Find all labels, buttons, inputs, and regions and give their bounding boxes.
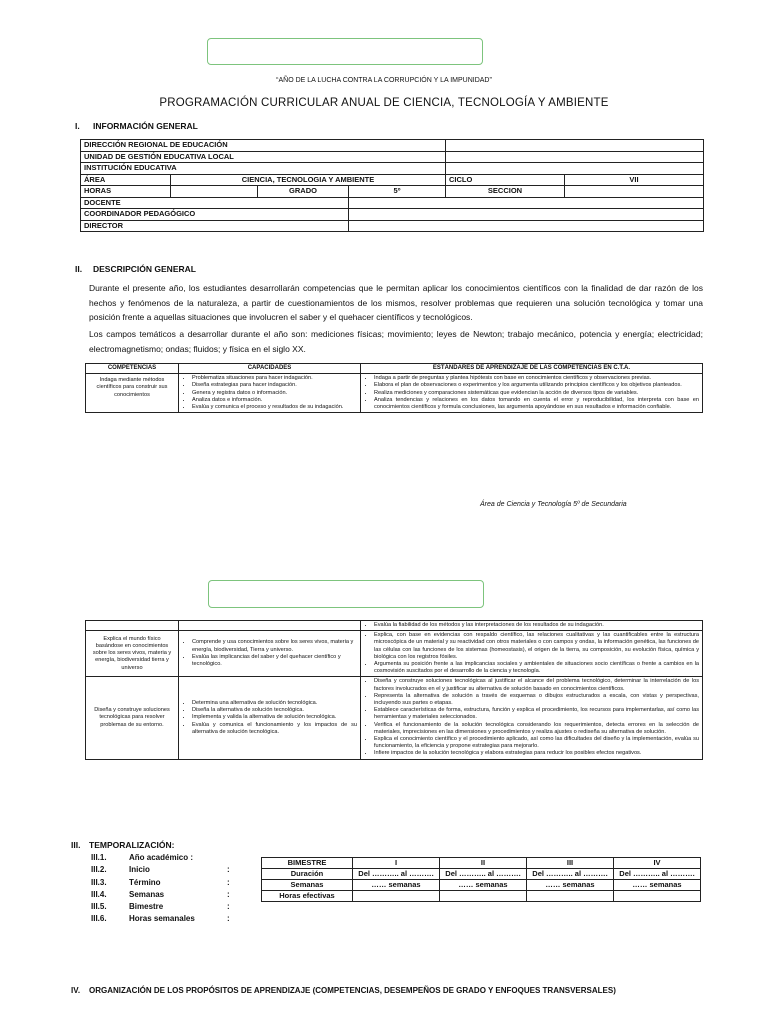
section-2-number: II. [75, 264, 83, 274]
empty-cell [86, 621, 179, 631]
capacidades-cell [179, 631, 361, 677]
item-label: Horas semanales [129, 914, 195, 924]
item-number: III.6. [91, 914, 107, 924]
area-value: CIENCIA, TECNOLOGIA Y AMBIENTE [171, 174, 446, 186]
table-row [81, 197, 704, 209]
ie-value[interactable] [446, 163, 704, 175]
list-item: • Diseña y construye soluciones tecnológicas al justificar el alcance del problema tecnológico, determinar la interrelación de los factores involucrados en el y justificar su alternativa de solución basado en conocimientos científicos. [374, 678, 699, 692]
header-bimestre: BIMESTRE [262, 858, 353, 869]
list-item: • Infiere impactos de la solución tecnológica y elabora estrategias para reducir los posibles efectos negativos. [374, 750, 699, 757]
dre-label: DIRECCIÓN REGIONAL DE EDUCACIÓN [81, 140, 446, 152]
grado-value: 5º [349, 186, 446, 198]
estandares-cell [361, 621, 703, 631]
header-bim-2: II [440, 858, 527, 869]
ugel-value[interactable] [446, 151, 704, 163]
motto: “AÑO DE LA LUCHA CONTRA LA CORRUPCIÓN Y LA IMPUNIDAD” [276, 77, 492, 84]
item-number: III.3. [91, 877, 107, 887]
duracion-4[interactable]: Del ……….. al ………. [614, 869, 701, 880]
header-box-page-2 [208, 580, 484, 608]
director-value[interactable] [349, 220, 704, 232]
duracion-2[interactable]: Del ……….. al ………. [440, 869, 527, 880]
list-item: • Explica, con base en evidencias con respaldo científico, las relaciones cualitativas y las cuantificables entre la estructura microscópica de un material y su reactividad con otros materiales o con campos y ondas, la información genética, las funciones de las células con las funciones de los sistemas (homeostasis), el origen de la tierra, su composición, su evolución física, química y biológica con los registros fósiles. [374, 632, 699, 661]
docente-value[interactable] [349, 197, 704, 209]
list-item: • Evalúa y comunica el funcionamiento y los impactos de su alternativa de solución tecnológica. [192, 722, 357, 736]
grado-label: GRADO [258, 186, 349, 198]
section-4-heading [71, 986, 616, 995]
list-item: • Genera y registra datos o información. [192, 390, 357, 397]
table-row [86, 631, 703, 677]
section-3-heading [71, 840, 174, 850]
table-row [81, 151, 704, 163]
dre-value[interactable] [446, 140, 704, 152]
list-item [91, 890, 241, 902]
director-label: DIRECTOR [81, 220, 349, 232]
item-label: Semanas [129, 889, 165, 899]
list-item: • Verifica el funcionamiento de la solución tecnológica considerando los requerimientos, detecta errores en la selección de materiales, imprecisiones en las dimensiones y procedimientos y realiza ajustes o rediseña su alternativa de solución. [374, 722, 699, 736]
horas-label: HORAS [81, 186, 171, 198]
horas-3[interactable] [527, 891, 614, 902]
seccion-value[interactable] [565, 186, 704, 198]
table-row [262, 869, 701, 880]
list-item: • Problematiza situaciones para hacer indagación. [192, 375, 357, 382]
table-row [262, 891, 701, 902]
capacidades-cell [179, 677, 361, 759]
list-item [91, 878, 241, 890]
table-row [262, 880, 701, 891]
list-item [91, 914, 241, 926]
horas-1[interactable] [353, 891, 440, 902]
table-row [81, 163, 704, 175]
duracion-3[interactable]: Del ……….. al ………. [527, 869, 614, 880]
ie-label: INSTITUCIÓN EDUCATIVA [81, 163, 446, 175]
semanas-1[interactable]: …… semanas [353, 880, 440, 891]
list-item: • Explica el conocimiento científico y el procedimiento aplicado, así como las dificultades del diseño y la implementación, evalúa su funcionamiento, la eficiencia y propone estrategias para mejorarlo. [374, 736, 699, 750]
list-item [91, 853, 241, 865]
row-label-horas: Horas efectivas [262, 891, 353, 902]
semanas-3[interactable]: …… semanas [527, 880, 614, 891]
info-table [80, 139, 704, 232]
header-competencias: COMPETENCIAS [86, 364, 179, 374]
bimestre-table [261, 857, 701, 902]
semanas-2[interactable]: …… semanas [440, 880, 527, 891]
item-number: III.5. [91, 902, 107, 912]
semanas-4[interactable]: …… semanas [614, 880, 701, 891]
list-item: • Evalúa la fiabilidad de los métodos y las interpretaciones de los resultados de su indagación. [374, 622, 699, 629]
ciclo-value: VII [565, 174, 704, 186]
competencia-indaga: Indaga mediante métodos científicos para construir sus conocimientos [86, 374, 179, 413]
row-label-duracion: Duración [262, 869, 353, 880]
horas-2[interactable] [440, 891, 527, 902]
competencias-table [85, 363, 703, 413]
area-footer: Área de Ciencia y Tecnología 5º de Secundaria [480, 501, 627, 508]
header-capacidades: CAPACIDADES [179, 364, 361, 374]
item-number: III.1. [91, 853, 107, 862]
table-row [81, 209, 704, 221]
estandares-cell [361, 374, 703, 413]
table-row [86, 621, 703, 631]
horas-value[interactable] [171, 186, 258, 198]
item-label: Bimestre [129, 902, 164, 912]
list-item: • Elabora el plan de observaciones o experimentos y los argumenta utilizando principios científicos y los objetivos planteados. [374, 382, 699, 389]
table-row [81, 140, 704, 152]
header-estandares: ESTÁNDARES DE APRENDIZAJE DE LAS COMPETENCIAS EN C.T.A. [361, 364, 703, 374]
ugel-label: UNIDAD DE GESTIÓN EDUCATIVA LOCAL [81, 151, 446, 163]
section-1-heading [75, 121, 198, 131]
competencias-table-continued [85, 620, 703, 760]
area-label: ÁREA [81, 174, 171, 186]
ciclo-label: CICLO [446, 174, 565, 186]
item-number: III.4. [91, 889, 107, 899]
item-number: III.2. [91, 865, 107, 875]
list-item: • Indaga a partir de preguntas y plantea hipótesis con base en conocimientos científicos y observaciones previas. [374, 375, 699, 382]
header-bim-1: I [353, 858, 440, 869]
list-item: • Determina una alternativa de solución tecnológica. [192, 700, 357, 707]
item-label: Inicio [129, 865, 150, 875]
item-label: Término [129, 877, 161, 887]
description-paragraph-2: Los campos temáticos a desarrollar durante el año son: mediciones físicas; movimiento; leyes de Newton; trabajo mecánico, potencia y energía; electricidad; electromagnetismo; ondas; fluidos; y física en el siglo XX. [89, 329, 703, 354]
item-colon: : [227, 902, 230, 912]
estandares-cell [361, 677, 703, 759]
competencia-disena: Diseña y construye soluciones tecnológicas para resolver problemas de su entorno. [86, 677, 179, 759]
list-item: • Diseña estrategias para hacer indagación. [192, 382, 357, 389]
seccion-label: SECCION [446, 186, 565, 198]
list-item: • Argumenta su posición frente a las implicancias sociales y ambientales de situaciones socio científicas o frente a cambios en la cosmovisión suscitados por el desarrollo de la ciencia y tecnología. [374, 661, 699, 675]
section-3-title: TEMPORALIZACIÓN: [89, 840, 175, 850]
table-row [86, 374, 703, 413]
list-item: • Evalúa las implicancias del saber y del quehacer científico y tecnológico. [192, 654, 357, 668]
estandares-cell [361, 631, 703, 677]
section-2-heading [75, 264, 196, 274]
coordinador-label: COORDINADOR PEDAGÓGICO [81, 209, 349, 221]
list-item: • Realiza mediciones y comparaciones sistemáticas que evidencian la acción de diversos tipos de variables. [374, 390, 699, 397]
page-title: PROGRAMACIÓN CURRICULAR ANUAL DE CIENCIA, TECNOLOGÍA Y AMBIENTE [159, 97, 609, 109]
description-paragraph-1: Durante el presente año, los estudiantes desarrollarán competencias que le permitan aplicar los conocimientos científicos con la finalidad de dar razón de los hechos y fenómenos de la naturaleza, a partir de cuestionamientos de los mismos, resolver problemas que requieren una solución tecnológica y tomar una posición frente a aquellas situaciones que involucren el saber y el quehacer científicos y tecnológicos. [89, 283, 703, 322]
section-4-number: IV. [71, 986, 81, 995]
header-box [207, 38, 483, 65]
item-colon: : [227, 889, 230, 899]
competencia-explica: Explica el mundo físico basándose en conocimientos sobre los seres vivos, materia y energía, biodiversidad tierra y universo [86, 631, 179, 677]
horas-4[interactable] [614, 891, 701, 902]
table-row [81, 174, 704, 186]
list-item [91, 902, 241, 914]
table-row [86, 677, 703, 759]
empty-cell [179, 621, 361, 631]
coordinador-value[interactable] [349, 209, 704, 221]
section-1-title: INFORMACIÓN GENERAL [93, 121, 198, 131]
item-label: Año académico : [129, 853, 194, 862]
row-label-semanas: Semanas [262, 880, 353, 891]
table-row [81, 220, 704, 232]
table-header-row [86, 364, 703, 374]
table-row [81, 186, 704, 198]
item-colon: : [227, 865, 230, 875]
section-3-number: III. [71, 840, 81, 850]
list-item: • Analiza tendencias y relaciones en los datos tomando en cuenta el error y reproducibilidad, los interpreta con base en conocimientos científicos y formula conclusiones, las argumenta apoyándose en sus resultados e información confiable. [374, 397, 699, 411]
list-item: • Establece características de forma, estructura, función y explica el procedimiento, los recursos para implementarlas, así como las herramientas y materiales seleccionados. [374, 707, 699, 721]
item-colon: : [227, 914, 230, 924]
list-item: • Comprende y usa conocimientos sobre los seres vivos, materia y energía, biodiversidad, Tierra y universo. [192, 639, 357, 653]
list-item: • Evalúa y comunica el proceso y resultados de su indagación. [192, 404, 357, 411]
header-bim-4: IV [614, 858, 701, 869]
list-item: • Diseña la alternativa de solución tecnológica. [192, 707, 357, 714]
docente-label: DOCENTE [81, 197, 349, 209]
list-item: • Implementa y valida la alternativa de solución tecnológica. [192, 714, 357, 721]
temporalizacion-list [91, 853, 241, 927]
list-item [91, 865, 241, 877]
header-bim-3: III [527, 858, 614, 869]
list-item: • Analiza datos e información. [192, 397, 357, 404]
section-4-title: ORGANIZACIÓN DE LOS PROPÓSITOS DE APRENDIZAJE (COMPETENCIAS, DESEMPEÑOS DE GRADO Y ENFOQUES TRANSVERSALES) [89, 986, 616, 995]
list-item: • Representa la alternativa de solución a través de esquemas o dibujos estructurados a escala, con vistas y perspectivas, incluyendo sus partes o etapas. [374, 693, 699, 707]
capacidades-cell [179, 374, 361, 413]
table-header-row [262, 858, 701, 869]
duracion-1[interactable]: Del ……….. al ………. [353, 869, 440, 880]
section-2-title: DESCRIPCIÓN GENERAL [93, 264, 196, 274]
section-1-number: I. [75, 121, 80, 131]
item-colon: : [227, 877, 230, 887]
